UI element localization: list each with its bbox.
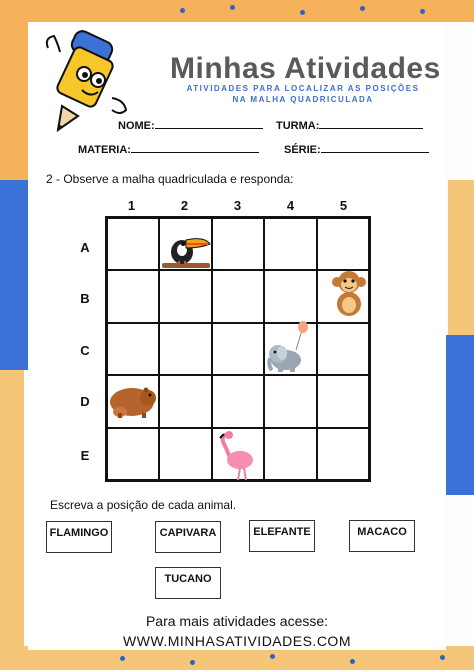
capivara-icon <box>108 384 158 420</box>
grid-cell <box>159 428 211 480</box>
grid-cell <box>107 218 159 270</box>
grid-cell <box>212 270 264 322</box>
blue-left-band <box>0 180 28 370</box>
grid-cell <box>212 218 264 270</box>
column-label: 1 <box>127 198 136 213</box>
column-label: 4 <box>286 198 295 213</box>
column-label: 3 <box>233 198 242 213</box>
grid-cell <box>264 218 316 270</box>
grid-cell <box>159 375 211 427</box>
row-label: D <box>80 394 90 409</box>
decor-dot <box>270 654 275 659</box>
question-text: 2 - Observe a malha quadriculada e responda: <box>46 172 294 186</box>
nome-label: NOME: <box>118 120 155 132</box>
row-label: E <box>80 448 90 463</box>
blue-right-band <box>446 335 474 495</box>
answer-box-macaco[interactable]: MACACO <box>349 520 415 552</box>
grid-cell <box>107 428 159 480</box>
decor-dot <box>420 9 425 14</box>
grid-cell <box>159 270 211 322</box>
footer-website-link[interactable]: WWW.MINHASATIVIDADES.COM <box>123 633 351 649</box>
nome-field <box>118 118 263 132</box>
grid-cell <box>212 375 264 427</box>
orange-top-band <box>0 0 474 22</box>
decor-dot <box>180 8 185 13</box>
materia-label: MATERIA: <box>78 144 131 156</box>
nome-line[interactable] <box>155 118 263 129</box>
turma-field <box>276 118 423 132</box>
elefante-icon <box>266 320 312 374</box>
grid-cell <box>317 428 369 480</box>
grid-cell <box>264 270 316 322</box>
grid-cell <box>159 323 211 375</box>
grid-cell <box>317 375 369 427</box>
serie-field <box>284 142 429 156</box>
column-label: 2 <box>180 198 189 213</box>
page-subtitle: ATIVIDADES PARA LOCALIZAR AS POSIÇÕES NA MALHA QUADRICULADA <box>186 84 420 104</box>
instruction-text: Escreva a posição de cada animal. <box>50 498 237 512</box>
grid-cell <box>212 323 264 375</box>
grid-cell <box>264 428 316 480</box>
decor-dot <box>350 659 355 664</box>
materia-line[interactable] <box>131 142 259 153</box>
grid-cell <box>317 218 369 270</box>
orange-right-band <box>448 180 474 335</box>
serie-label: SÉRIE: <box>284 144 321 156</box>
flamingo-icon <box>218 430 258 482</box>
decor-dot <box>120 656 125 661</box>
row-label: A <box>80 240 90 255</box>
footer-text: Para mais atividades acesse: <box>145 613 329 629</box>
column-label: 5 <box>339 198 348 213</box>
decor-dot <box>440 655 445 660</box>
decor-dot <box>190 660 195 665</box>
grid-cell <box>107 270 159 322</box>
turma-line[interactable] <box>319 118 423 129</box>
grid-cell <box>317 323 369 375</box>
row-label: C <box>80 343 90 358</box>
row-label: B <box>80 291 90 306</box>
turma-label: TURMA: <box>276 120 320 132</box>
page-title: Minhas Atividades <box>170 52 441 85</box>
grid-cell <box>264 375 316 427</box>
answer-box-tucano[interactable]: TUCANO <box>155 567 221 599</box>
grid-cell <box>107 323 159 375</box>
decor-dot <box>230 5 235 10</box>
answer-box-capivara[interactable]: CAPIVARA <box>155 521 221 553</box>
decor-dot <box>300 10 305 15</box>
tucano-icon <box>160 230 212 270</box>
answer-box-flamingo[interactable]: FLAMINGO <box>46 521 112 553</box>
decor-dot <box>360 6 365 11</box>
answer-box-elefante[interactable]: ELEFANTE <box>249 520 315 552</box>
serie-line[interactable] <box>321 142 429 153</box>
macaco-icon <box>331 268 367 318</box>
materia-field <box>78 142 259 156</box>
